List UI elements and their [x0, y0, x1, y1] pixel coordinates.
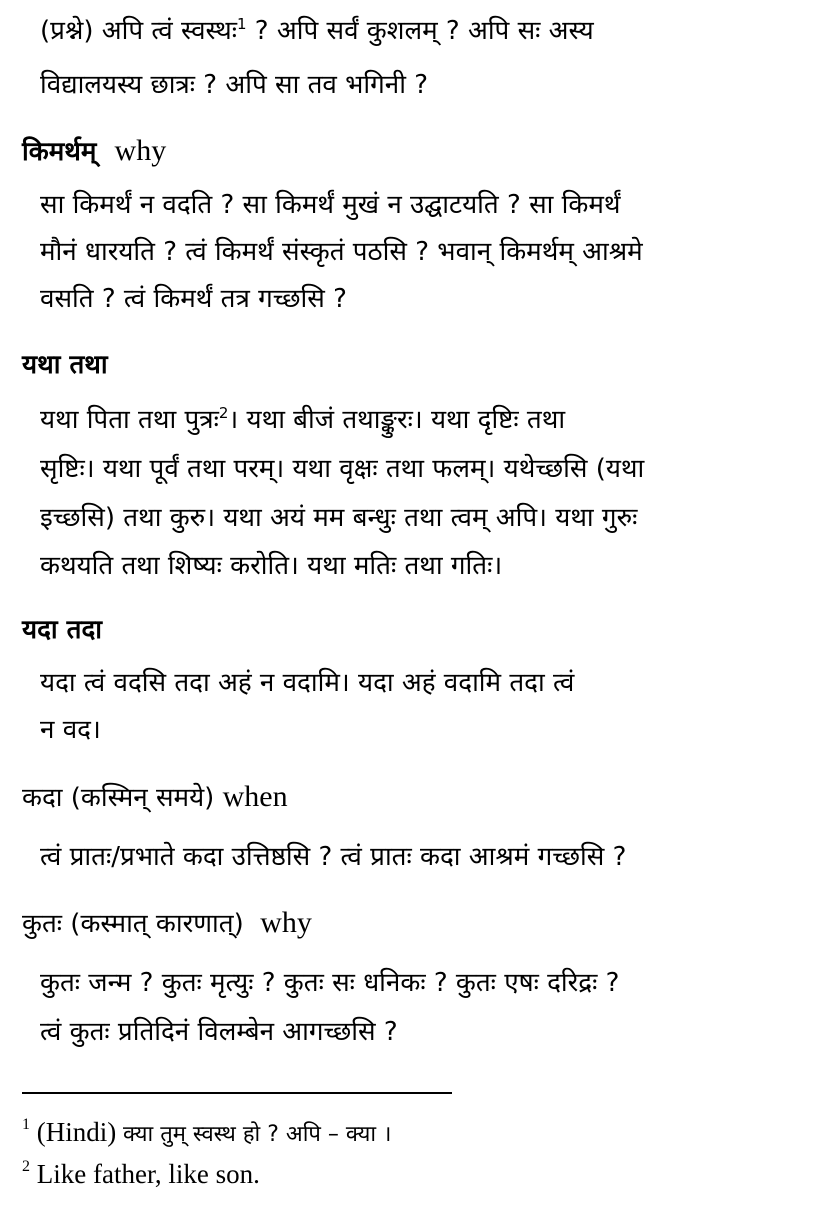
- text-segment: (प्रश्ने) अपि त्वं स्वस्थः: [40, 16, 237, 46]
- text-line-12: त्वं प्रातः/प्रभाते कदा उत्तिष्ठसि ? त्वं प्रातः कदा आश्रमं गच्छसि ?: [40, 842, 627, 872]
- text-line-6: [40, 403, 565, 437]
- section-heading-kimartham: [22, 134, 166, 169]
- heading-text: किमर्थम्: [22, 137, 97, 167]
- heading-gloss: when: [222, 780, 288, 813]
- text-line-10: यदा त्वं वदसि तदा अहं न वदामि। यदा अहं वदामि तदा त्वं: [40, 668, 575, 698]
- text-line-13: कुतः जन्म ? कुतः मृत्युः ? कुतः सः धनिकः ? कुतः एषः दरिद्रः ?: [40, 968, 620, 998]
- text-line-5: वसति ? त्वं किमर्थं तत्र गच्छसि ?: [40, 284, 347, 314]
- text-line-2: विद्यालयस्य छात्रः ? अपि सा तव भगिनी ?: [40, 70, 428, 100]
- heading-gloss: why: [114, 134, 167, 167]
- footnote-divider: [22, 1092, 452, 1094]
- text-line-4: मौनं धारयति ? त्वं किमर्थं संस्कृतं पठसि ? भवान् किमर्थम् आश्रमे: [40, 237, 643, 267]
- footnote-ref-1: 1: [237, 15, 247, 33]
- text-line-9: कथयति तथा शिष्यः करोति। यथा मतिः तथा गतिः।: [40, 551, 503, 581]
- text-segment: । यथा बीजं तथाङ्कुरः। यथा दृष्टिः तथा: [228, 405, 566, 435]
- footnote-number: 1: [22, 1116, 30, 1133]
- text-line-3: सा किमर्थं न वदति ? सा किमर्थं मुखं न उद्घाटयति ? सा किमर्थं: [40, 190, 621, 220]
- text-line-14: त्वं कुतः प्रतिदिनं विलम्बेन आगच्छसि ?: [40, 1017, 398, 1047]
- footnote-number: 2: [22, 1158, 30, 1175]
- text-segment: ? अपि सर्वं कुशलम् ? अपि सः अस्य: [246, 16, 594, 46]
- section-heading-yada-tada: यदा तदा: [22, 615, 103, 645]
- text-line-8: इच्छसि) तथा कुरु। यथा अयं मम बन्धुः तथा त्वम् अपि। यथा गुरुः: [40, 503, 638, 533]
- footnote-ref-2: 2: [218, 404, 229, 422]
- heading-text: कुतः (कस्मात् कारणात्): [22, 909, 244, 939]
- text-line-1: [40, 14, 594, 48]
- text-line-11: न वद।: [40, 715, 101, 745]
- text-segment: यथा पिता तथा पुत्रः: [40, 405, 219, 435]
- heading-text: कदा (कस्मिन् समये): [22, 783, 215, 813]
- heading-gloss: why: [260, 906, 312, 939]
- footnote-text: Like father, like son.: [36, 1159, 260, 1189]
- section-heading-kada: [22, 780, 288, 815]
- section-heading-yatha-tatha: यथा तथा: [22, 350, 108, 380]
- footnote-1: [22, 1116, 391, 1151]
- footnote-lang: (Hindi): [36, 1117, 117, 1147]
- text-line-7: सृष्टिः। यथा पूर्वं तथा परम्। यथा वृक्षः तथा फलम्। यथेच्छसि (यथा: [40, 454, 645, 484]
- footnote-2: [22, 1158, 260, 1190]
- footnote-text: क्या तुम् स्वस्थ हो ? अपि – क्या ।: [122, 1122, 392, 1147]
- section-heading-kutah: [22, 906, 312, 941]
